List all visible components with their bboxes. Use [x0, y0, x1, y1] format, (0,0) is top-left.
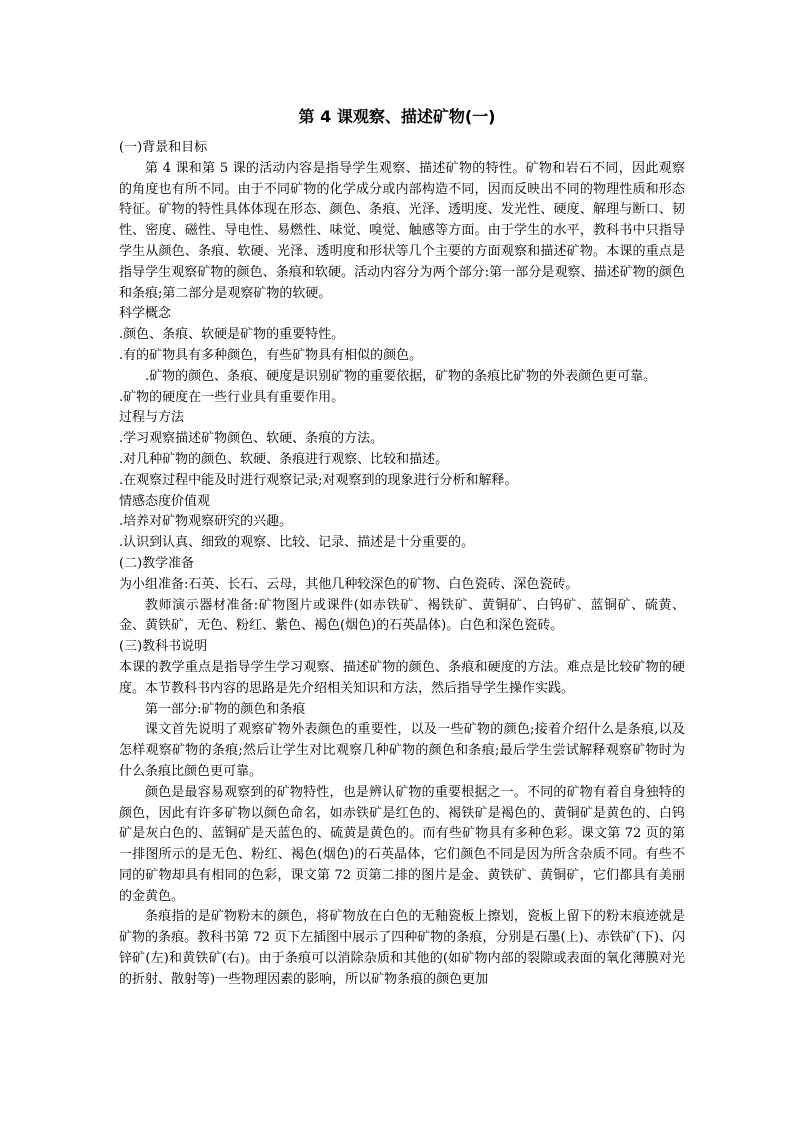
- list-item: .对几种矿物的颜色、软硬、条痕进行观察、比较和描述。: [119, 451, 449, 467]
- paragraph-teaching-focus: 本课的教学重点是指导学生学习观察、描述矿物的颜色、条痕和硬度的方法。难点是比较矿物的硬度。本节教科书内容的思路是先介绍相关知识和方法，然后指导学生操作实践。: [119, 659, 685, 696]
- list-item: .矿物的硬度在一些行业具有重要作用。: [119, 389, 345, 405]
- list-item: .矿物的颜色、条痕、硬度是识别矿物的重要依据，矿物的条痕比矿物的外表颜色更可靠。: [145, 368, 657, 384]
- subheading-science-concepts: 科学概念: [119, 306, 172, 322]
- paragraph-color: 颜色是最容易观察到的矿物特性，也是辨认矿物的重要根据之一。不同的矿物有着自身独特的颜色，因此有许多矿物以颜色命名，如赤铁矿是红色的、褐铁矿是褐色的、黄铜矿是黄色的、白钨矿是灰白色的、蓝铜矿是天蓝色的、硫黄是黄色的。而有些矿物具有多种色彩。课文第 72 页的第一排图所示的是无色、粉红、褐色(烟色)的石英晶体，它们颜色不同是因为所含杂质不同。有些不同的矿物却具有相同的色彩，课文第 72 页第二排的图片是金、黄铁矿、黄铜矿，它们都具有美丽的金黄色。: [119, 784, 685, 904]
- list-item: .在观察过程中能及时进行观察记录;对观察到的现象进行分析和解释。: [119, 472, 518, 488]
- subheading-part-one: 第一部分:矿物的颜色和条痕: [145, 701, 306, 717]
- page-title: 第 4 课观察、描述矿物(一): [298, 107, 496, 126]
- list-item: .颜色、条痕、软硬是矿物的重要特性。: [119, 327, 345, 343]
- paragraph-text-overview: 课文首先说明了观察矿物外表颜色的重要性，以及一些矿物的颜色;接着介绍什么是条痕,以及怎样观察矿物的条痕;然后让学生对比观察几种矿物的颜色和条痕;最后学生尝试解释观察矿物时为什么条痕比颜色更可靠。: [119, 722, 685, 779]
- list-item: .有的矿物具有多种颜色，有些矿物具有相似的颜色。: [119, 347, 423, 363]
- document-body: [119, 138, 685, 991]
- section-heading-textbook: (三)教科书说明: [119, 639, 208, 655]
- paragraph-teacher-materials: 教师演示器材准备:矿物图片或课件(如赤铁矿、褐铁矿、黄铜矿、白钨矿、蓝铜矿、硫黄、金、黄铁矿，无色、粉红、紫色、褐色(烟色)的石英晶体)。白色和深色瓷砖。: [119, 597, 685, 634]
- paragraph-background: 第 4 课和第 5 课的活动内容是指导学生观察、描述矿物的特性。矿物和岩石不同，因此观察的角度也有所不同。由于不同矿物的化学成分或内部构造不同，因而反映出不同的物理性质和形态特征。矿物的特性具体体现在形态、颜色、条痕、光泽、透明度、发光性、硬度、解理与断口、韧性、密度、磁性、导电性、易燃性、味觉、嗅觉、触感等方面。由于学生的水平，教科书中只指导学生从颜色、条痕、软硬、光泽、透明度和形状等几个主要的方面观察和描述矿物。本课的重点是指导学生观察矿物的颜色、条痕和软硬。活动内容分为两个部分:第一部分是观察、描述矿物的颜色和条痕;第二部分是观察矿物的软硬。: [119, 160, 685, 301]
- paragraph-group-materials: 为小组准备:石英、长石、云母，其他几种较深色的矿物、白色瓷砖、深色瓷砖。: [119, 576, 579, 592]
- list-item: .培养对矿物观察研究的兴趣。: [119, 514, 293, 530]
- paragraph-streak: 条痕指的是矿物粉末的颜色，将矿物放在白色的无釉瓷板上擦划，瓷板上留下的粉末痕迹就是矿物的条痕。教科书第 72 页下左插图中展示了四种矿物的条痕，分别是石墨(上)、赤铁矿(下)、闪锌矿(左)和黄铁矿(右)。由于条痕可以消除杂质和其他的(如矿物内部的裂隙或表面的氧化薄膜对光的折射、散射等)一些物理因素的影响，所以矿物条痕的颜色更加: [119, 909, 685, 987]
- subheading-process-methods: 过程与方法: [119, 410, 185, 426]
- section-heading-preparation: (二)教学准备: [119, 555, 195, 571]
- list-item: .认识到认真、细致的观察、比较、记录、描述是十分重要的。: [119, 535, 475, 551]
- list-item: .学习观察描述矿物颜色、软硬、条痕的方法。: [119, 431, 384, 447]
- section-heading-background: (一)背景和目标: [119, 140, 208, 155]
- subheading-attitudes-values: 情感态度价值观: [119, 493, 211, 509]
